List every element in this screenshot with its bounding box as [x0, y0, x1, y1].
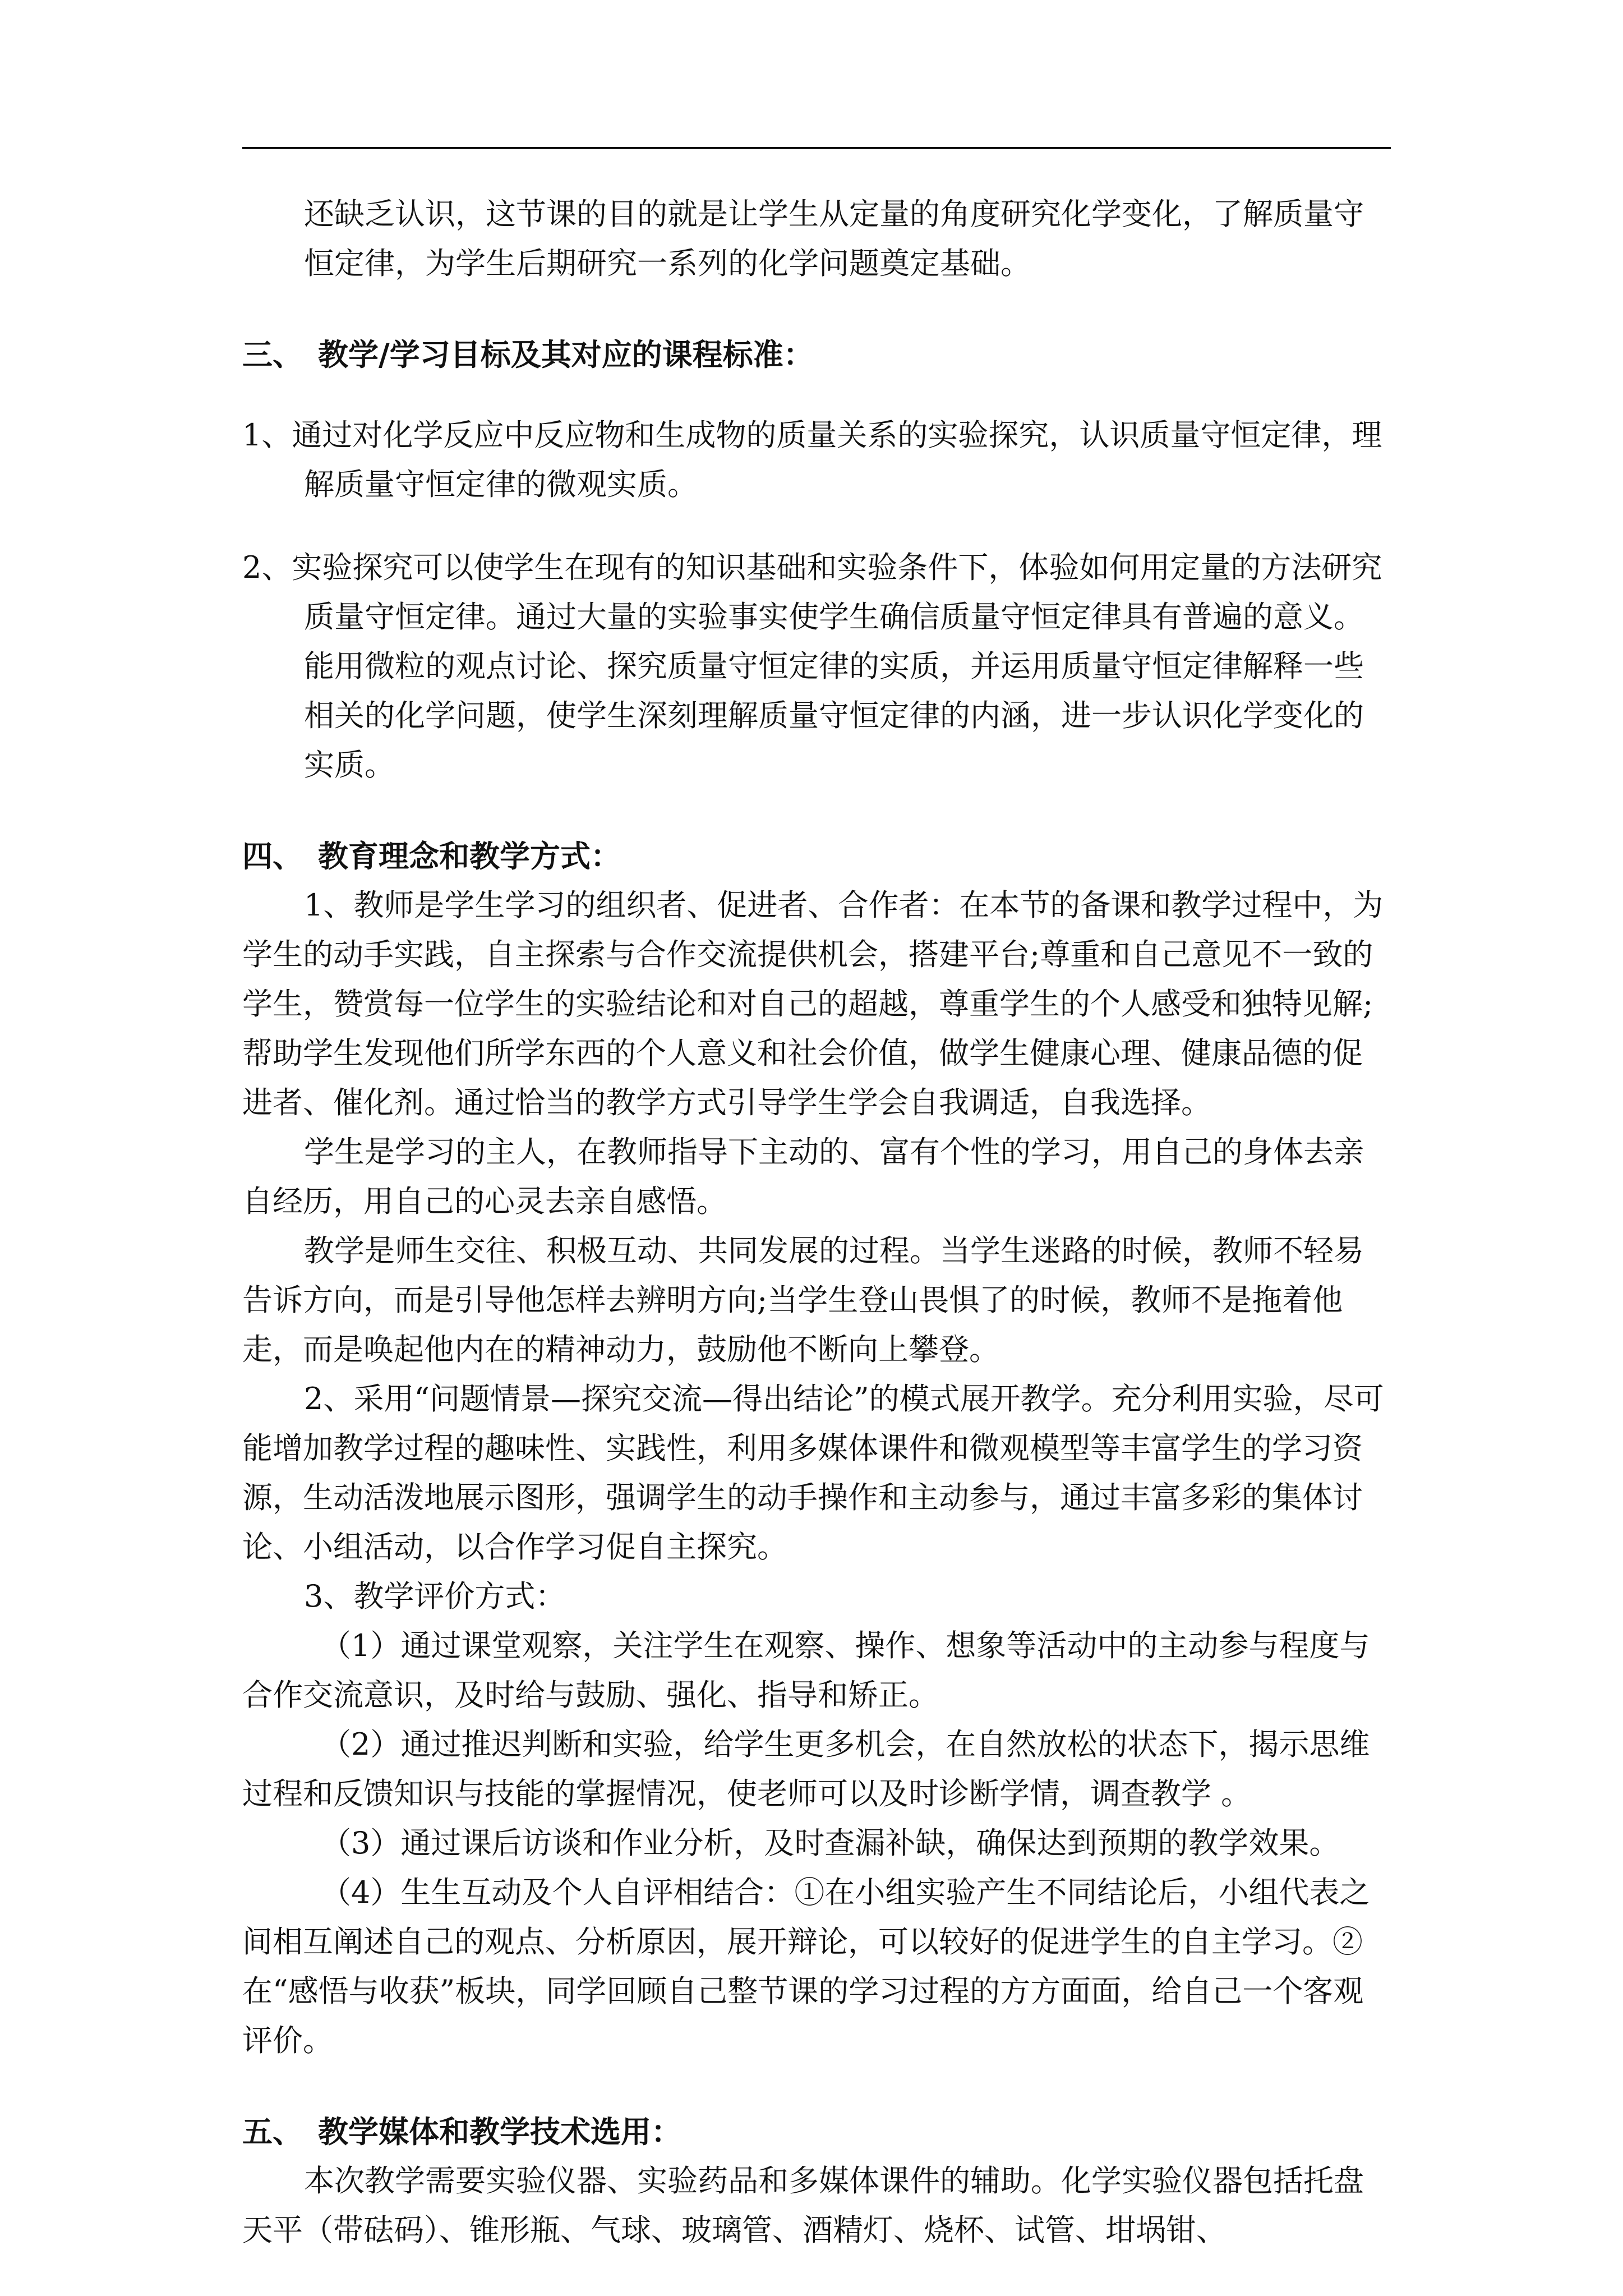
evaluation-item-1: （1）通过课堂观察，关注学生在观察、操作、想象等活动中的主动参与程度与合作交流意识，及时给与鼓励、强化、指导和矫正。 — [242, 1628, 1370, 1713]
header-rule — [242, 147, 1391, 149]
evaluation-item-2: （2）通过推迟判断和实验，给学生更多机会，在自然放松的状态下，揭示思维过程和反馈知识与技能的掌握情况，使老师可以及时诊断学情，调查教学 。 — [242, 1727, 1370, 1811]
philosophy-paragraph-2: 学生是学习的主人，在教师指导下主动的、富有个性的学习，用自己的身体去亲自经历，用自己的心灵去亲自感悟。 — [242, 1134, 1364, 1219]
philosophy-paragraph-1: 1、教师是学生学习的组织者、促进者、合作者：在本节的备课和教学过程中，为学生的动手实践，自主探索与合作交流提供机会，搭建平台;尊重和自己意见不一致的学生，赞赏每一位学生的实验结论和对自己的超越，尊重学生的个人感受和独特见解;帮助学生发现他们所学东西的个人意义和社会价值，做学生健康心理、健康品德的促进者、催化剂。通过恰当的教学方式引导学生学会自我调适，自我选择。 — [242, 887, 1384, 1120]
evaluation-heading: 3、教学评价方式： — [304, 1579, 566, 1614]
section-five-heading: 五、 教学媒体和教学技术选用： — [242, 2114, 681, 2150]
section-four-heading: 四、 教育理念和教学方式： — [242, 838, 621, 874]
section-three-heading: 三、 教学/学习目标及其对应的课程标准： — [242, 337, 814, 372]
intro-continuation-paragraph: 还缺乏认识，这节课的目的就是让学生从定量的角度研究化学变化，了解质量守恒定律，为学生后期研究一系列的化学问题奠定基础。 — [304, 196, 1364, 281]
goal-item-1: 1、通过对化学反应中反应物和生成物的质量关系的实验探究，认识质量守恒定律，理解质量守恒定律的微观实质。 — [242, 417, 1382, 502]
evaluation-item-4: （4）生生互动及个人自评相结合：①在小组实验产生不同结论后，小组代表之间相互阐述自己的观点、分析原因，展开辩论，可以较好的促进学生的自主学习。②在“感悟与收获”板块，同学回顾自己整节课的学习过程的方方面面，给自己一个客观评价。 — [242, 1875, 1370, 2058]
document-body — [242, 190, 1391, 2255]
philosophy-paragraph-3: 教学是师生交往、积极互动、共同发展的过程。当学生迷路的时候，教师不轻易告诉方向，而是引导他怎样去辨明方向;当学生登山畏惧了的时候，教师不是拖着他走，而是唤起他内在的精神动力，鼓励他不断向上攀登。 — [242, 1233, 1364, 1367]
evaluation-item-3: （3）通过课后访谈和作业分析，及时查漏补缺，确保达到预期的教学效果。 — [321, 1825, 1340, 1861]
media-paragraph: 本次教学需要实验仪器、实验药品和多媒体课件的辅助。化学实验仪器包括托盘天平（带砝码）、锥形瓶、气球、玻璃管、酒精灯、烧杯、试管、坩埚钳、 — [242, 2163, 1364, 2248]
philosophy-paragraph-4: 2、采用“问题情景—探究交流—得出结论”的模式展开教学。充分利用实验，尽可能增加教学过程的趣味性、实践性，利用多媒体课件和微观模型等丰富学生的学习资源，生动活泼地展示图形，强调学生的动手操作和主动参与，通过丰富多彩的集体讨论、小组活动，以合作学习促自主探究。 — [242, 1381, 1384, 1565]
goal-item-2: 2、实验探究可以使学生在现有的知识基础和实验条件下，体验如何用定量的方法研究质量守恒定律。通过大量的实验事实使学生确信质量守恒定律具有普遍的意义。能用微粒的观点讨论、探究质量守恒定律的实质，并运用质量守恒定律解释一些相关的化学问题，使学生深刻理解质量守恒定律的内涵，进一步认识化学变化的实质。 — [242, 550, 1382, 783]
